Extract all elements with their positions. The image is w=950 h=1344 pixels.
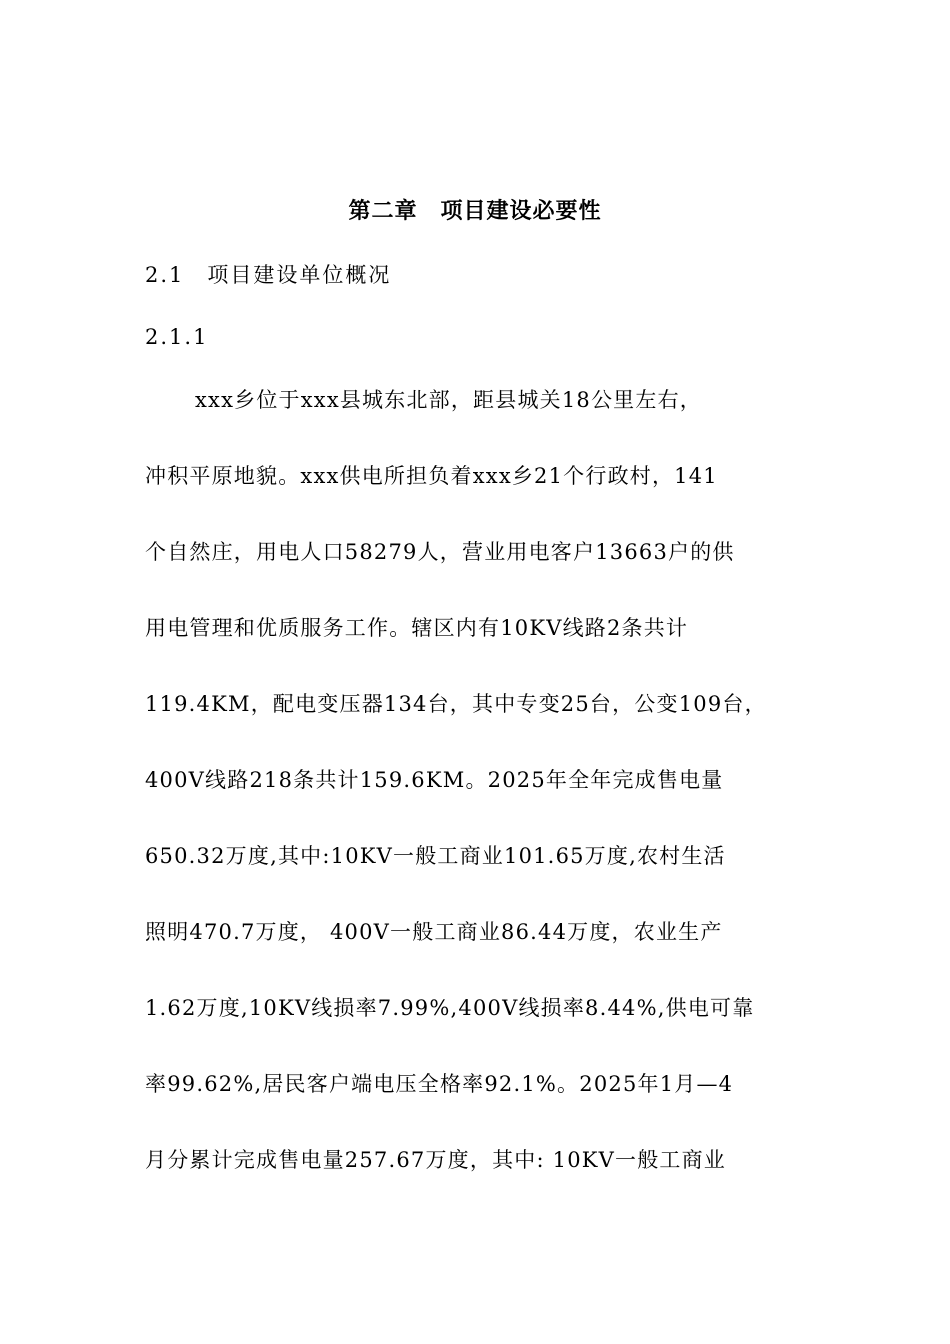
chapter-title: 第二章 项目建设必要性 xyxy=(348,199,602,224)
paragraph-line: 400V线路218条共计159.6KM。2025年全年完成售电量 xyxy=(145,768,724,792)
subsection-heading: 2.1.1 xyxy=(145,325,209,349)
section-heading: 2.1 项目建设单位概况 xyxy=(145,263,392,287)
body-paragraph xyxy=(145,382,810,1218)
paragraph-line: 119.4KM，配电变压器134台，其中专变25台，公变109台， xyxy=(145,692,767,716)
paragraph-line: 个自然庄，用电人口58279人，营业用电客户13663户的供 xyxy=(145,540,735,564)
paragraph-line: xxx乡位于xxx县城东北部，距县城关18公里左右， xyxy=(195,388,702,412)
paragraph-line: 650.32万度,其中:10KV一般工商业101.65万度,农村生活 xyxy=(145,844,726,868)
paragraph-line: 冲积平原地貌。xxx供电所担负着xxx乡21个行政村，141 xyxy=(145,464,718,488)
paragraph-line: 率99.62%,居民客户端电压全格率92.1%。2025年1月—4 xyxy=(145,1072,734,1096)
paragraph-line: 照明470.7万度， 400V一般工商业86.44万度，农业生产 xyxy=(145,920,723,944)
paragraph-line: 1.62万度,10KV线损率7.99%,400V线损率8.44%,供电可靠 xyxy=(145,996,755,1020)
paragraph-line: 用电管理和优质服务工作。辖区内有10KV线路2条共计 xyxy=(145,616,689,640)
paragraph-line: 月分累计完成售电量257.67万度，其中: 10KV一般工商业 xyxy=(145,1148,727,1172)
